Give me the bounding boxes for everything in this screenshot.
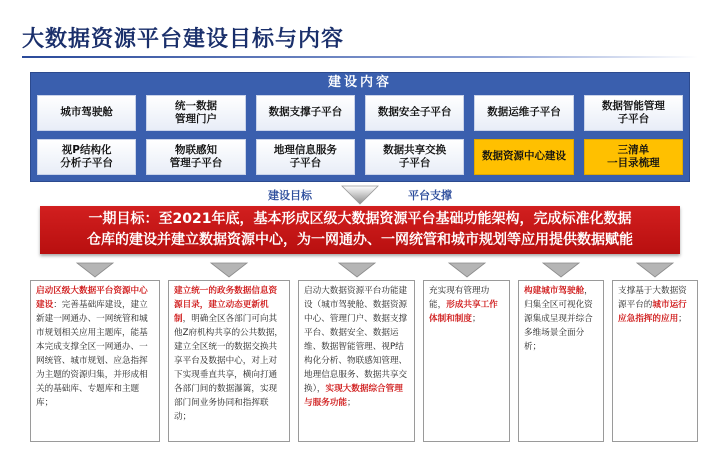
detail-text: 启动大数据资源平台功能建设（城市驾驶舱、数据资源中心、管理门户、数据支撑平台、数据安全、数据运维、数据智能管理、视P结构化分析、物联感知管理、地理信息服务、数据共享交换）， bbox=[304, 286, 408, 394]
detail-text: ，明确全区各部门可向其他Z府机构共享的公共数据，建立全区统一的数据交换共享平台及数据中心，对上对下实现垂直共享，横向打通各部门间的数据瀑篱，实现部门间业务协同和指挥联动； bbox=[174, 314, 284, 422]
goal-line-2: 仓库的建设并建立数据资源中心，为一网通办、一网统管和城市规划等应用提供数据赋能 bbox=[87, 232, 633, 248]
goal-line-1: 一期目标：至2021年底，基本形成区级大数据资源平台基础功能架构，完成标准化数据 bbox=[88, 211, 632, 227]
title-divider bbox=[22, 56, 698, 58]
goal-banner bbox=[40, 206, 680, 254]
content-cell: 数据资源中心建设 bbox=[474, 139, 573, 175]
connector bbox=[230, 184, 490, 206]
detail-text: ：完善基础库建设，建立新建一网通办、一网统管和城市规划相关应用主题库，能基本完成支撑全区一网通办、一网统管、城市规划、应急指挥为主题的资源归集，并形成相关的基础库、专题库和主题库； bbox=[36, 300, 148, 408]
content-cell: 数据智能管理 子平台 bbox=[584, 95, 683, 131]
detail-column bbox=[423, 280, 510, 442]
slide-title: 大数据资源平台建设目标与内容 bbox=[22, 27, 345, 52]
arrow-row bbox=[30, 262, 690, 278]
detail-highlight-text: 构建城市驾驶舱 bbox=[524, 286, 585, 296]
content-cell: 数据支撑子平台 bbox=[256, 95, 355, 131]
content-cell: 数据共享交换 子平台 bbox=[365, 139, 464, 175]
detail-column bbox=[612, 280, 698, 442]
down-arrow-icon bbox=[75, 262, 115, 278]
detail-text: ； bbox=[678, 314, 687, 324]
content-header: 建设内容 bbox=[327, 75, 392, 90]
detail-text: ，归集全区可视化资源集成呈现并综合多维场景全面分析； bbox=[524, 286, 593, 352]
detail-highlight-text: 实现大数据综合管理与服务功能 bbox=[304, 384, 403, 408]
down-arrow-icon bbox=[447, 262, 487, 278]
content-cell: 统一数据 管理门户 bbox=[146, 95, 245, 131]
connector-left-label: 建设目标 bbox=[268, 189, 312, 202]
content-cell: 城市驾驶舱 bbox=[37, 95, 136, 131]
detail-text: 充实现有管理功能， bbox=[429, 286, 490, 310]
detail-highlight-text: 启动区级大数据平台资源中心建设 bbox=[36, 286, 148, 310]
content-panel bbox=[30, 72, 690, 182]
detail-highlight-text: 城市运行应急指挥的应用 bbox=[618, 300, 687, 324]
detail-columns bbox=[30, 280, 700, 442]
detail-column bbox=[30, 280, 160, 442]
detail-text: ； bbox=[471, 314, 481, 324]
content-cell: 物联感知 管理子平台 bbox=[146, 139, 245, 175]
content-grid bbox=[31, 93, 689, 175]
content-cell: 三清单 一目录梳理 bbox=[584, 139, 683, 175]
detail-text: 支撑基于大数据资源平台的 bbox=[618, 286, 687, 310]
detail-column bbox=[168, 280, 290, 442]
down-arrow-icon bbox=[337, 262, 377, 278]
down-arrow-icon bbox=[209, 262, 249, 278]
down-arrow-icon bbox=[340, 184, 380, 206]
content-cell: 数据运维子平台 bbox=[474, 95, 573, 131]
content-cell: 地理信息服务 子平台 bbox=[256, 139, 355, 175]
detail-highlight-text: 建立统一的政务数据信息资源目录，建立动态更新机制 bbox=[174, 286, 278, 324]
detail-highlight-text: 形成共享工作体制和制度 bbox=[429, 300, 498, 324]
detail-column bbox=[298, 280, 415, 442]
detail-column bbox=[518, 280, 604, 442]
connector-right-label: 平台支撑 bbox=[408, 189, 452, 202]
detail-text: ； bbox=[346, 398, 356, 408]
content-cell: 数据安全子平台 bbox=[365, 95, 464, 131]
down-arrow-icon bbox=[635, 262, 675, 278]
down-arrow-icon bbox=[541, 262, 581, 278]
content-cell: 视P结构化 分析子平台 bbox=[37, 139, 136, 175]
